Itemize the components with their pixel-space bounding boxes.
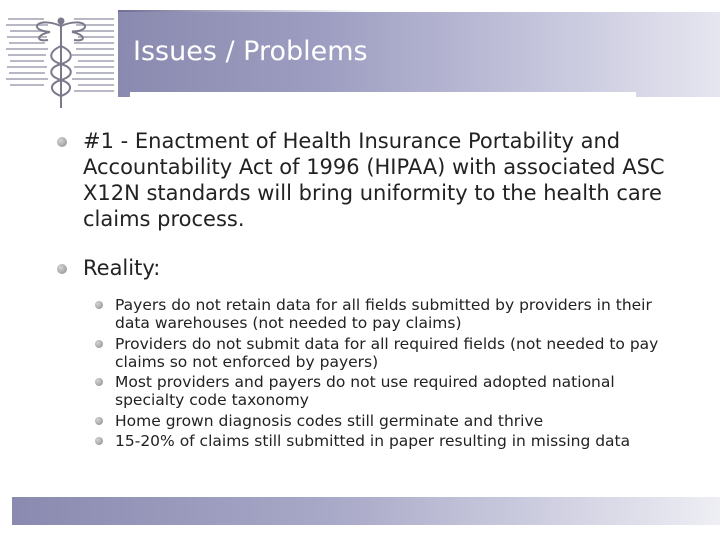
bullet-dot-icon (57, 264, 67, 274)
sub-bullet-dot-icon (95, 417, 103, 425)
bullet-text: #1 - Enactment of Health Insurance Portability and Accountability Act of 1996 (HIPAA) with associated ASC X12N standards will bring uniformity to the health care claims process. (83, 129, 665, 231)
sub-bullet-dot-icon (95, 378, 103, 386)
bullet-item-reality (56, 255, 676, 450)
sub-bullet-item (93, 412, 683, 430)
bullet-item-hipaa (56, 128, 676, 232)
footer-bar (12, 497, 720, 525)
main-bullet-list (56, 128, 676, 453)
sub-bullet-text: Most providers and payers do not use required adopted national specialty code taxonomy (115, 373, 615, 409)
sub-bullet-dot-icon (95, 340, 103, 348)
sub-bullet-dot-icon (95, 301, 103, 309)
reality-sub-list (93, 296, 683, 450)
sub-bullet-text: Home grown diagnosis codes still germinate and thrive (115, 411, 544, 430)
sub-bullet-item (93, 373, 683, 409)
sub-bullet-item (93, 432, 683, 450)
sub-bullet-dot-icon (95, 437, 103, 445)
caduceus-logo-graphic (4, 12, 118, 110)
sub-bullet-text: Providers do not submit data for all required fields (not needed to pay claims so not enforced by payers) (115, 334, 659, 371)
sub-bullet-text: Payers do not retain data for all fields submitted by providers in their data warehouses (not needed to pay claims) (115, 296, 652, 332)
bullet-dot-icon (57, 137, 67, 147)
title-underline (130, 92, 636, 97)
caduceus-logo-icon (4, 12, 118, 110)
sub-bullet-text: 15-20% of claims still submitted in paper resulting in missing data (115, 432, 631, 450)
sub-bullet-item (93, 335, 683, 371)
sub-bullet-item (93, 296, 683, 332)
page-title: Issues / Problems (133, 36, 368, 67)
bullet-text: Reality: (83, 256, 161, 280)
